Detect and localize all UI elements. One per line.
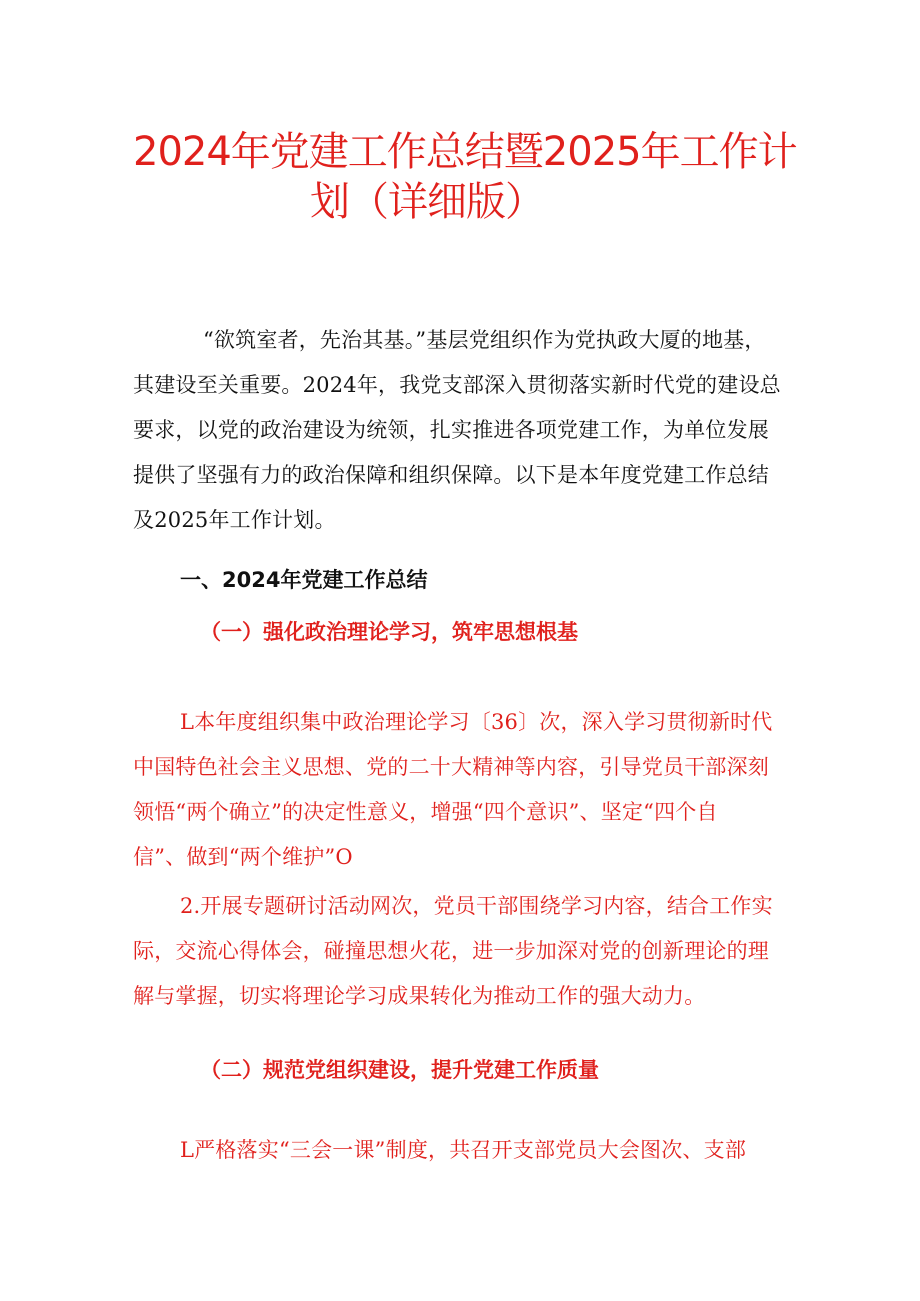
intro-line-1: “欲筑室者，先治其基。”基层党组织作为党执政大厦的地基， [203,328,766,352]
sub1-item2-line-3: 解与掌握，切实将理论学习成果转化为推动工作的强大动力。 [133,984,706,1008]
intro-line-5: 及2025年工作计划。 [133,508,336,532]
intro-line-4: 提供了坚强有力的政治保障和组织保障。以下是本年度党建工作总结 [133,463,769,487]
sub1-item2-line-2: 际，交流心得体会，碰撞思想火花，进一步加深对党的创新理论的理 [133,939,769,963]
intro-line-3: 要求，以党的政治建设为统领，扎实推进各项党建工作，为单位发展 [133,418,769,442]
document-title-line-2: 划（详细版） [310,179,544,225]
sub2-item1-line-1: L严格落实“三会一课”制度，共召开支部党员大会图次、支部 [180,1138,747,1162]
document-title-line-1: 2024年党建工作总结暨2025年工作计 [133,129,797,175]
sub1-item1-line-3: 领悟“两个确立”的决定性意义，增强“四个意识”、坚定“四个自 [133,800,718,824]
sub1-item1-line-2: 中国特色社会主义思想、党的二十大精神等内容，引导党员干部深刻 [133,755,769,779]
subsection-1-heading: （一）强化政治理论学习，筑牢思想根基 [200,620,578,644]
sub1-item2-line-1: 2.开展专题研讨活动网次，党员干部围绕学习内容，结合工作实 [180,894,773,918]
sub1-item1-line-4: 信”、做到“两个维护”O [133,845,353,869]
intro-line-2: 其建设至关重要。2024年，我党支部深入贯彻落实新时代党的建设总 [133,373,781,397]
section-1-heading: 一、2024年党建工作总结 [180,568,428,592]
sub1-item1-line-1: L本年度组织集中政治理论学习〔36〕次，深入学习贯彻新时代 [180,710,773,734]
subsection-2-heading: （二）规范党组织建设，提升党建工作质量 [200,1058,599,1082]
